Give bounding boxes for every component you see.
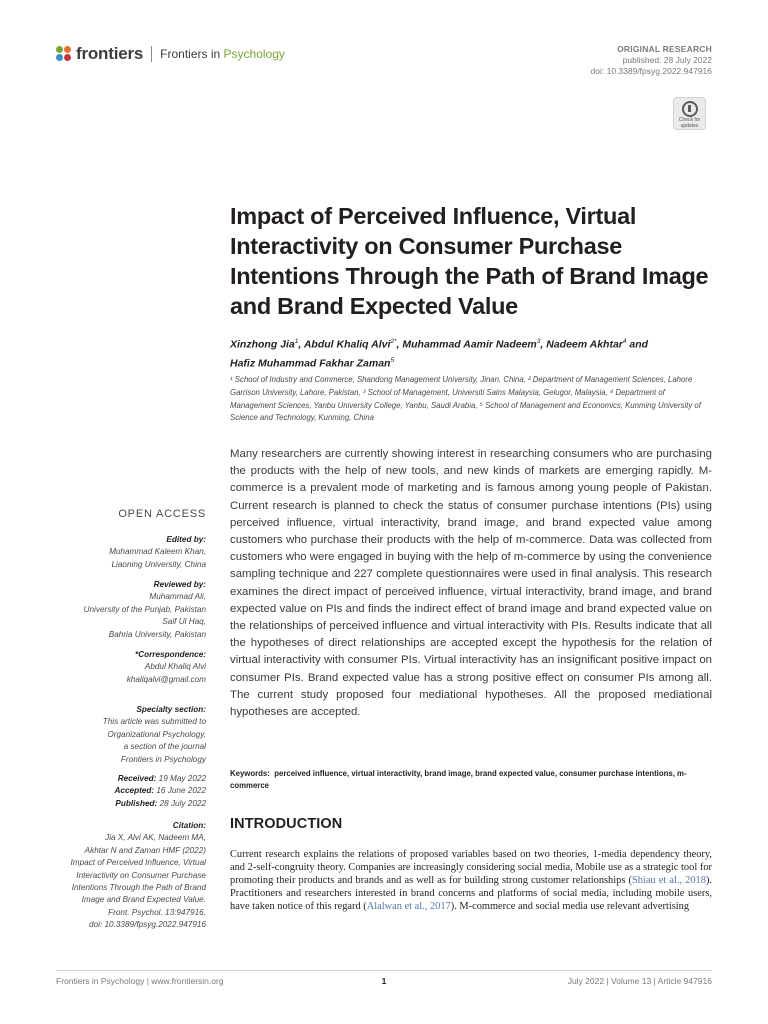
- article-type: ORIGINAL RESEARCH: [617, 44, 712, 54]
- author-name[interactable]: Abdul Khaliq Alvi: [303, 338, 391, 351]
- logo-divider: [151, 46, 152, 62]
- dates-block: Received: 19 May 2022 Accepted: 16 June 2022 Published: 28 July 2022: [114, 774, 206, 808]
- footer-journal[interactable]: Frontiers in Psychology | www.frontiersin.org: [56, 976, 224, 986]
- reviewed-by-block: Reviewed by: Muhammad Ali, University of the Punjab, Pakistan Saif Ul Haq, Bahria University, Pakistan: [83, 580, 206, 639]
- page-footer: [56, 970, 712, 988]
- affiliations: ¹ School of Industry and Commerce, Shandong Management University, Jinan, China, ² Department of Management Sciences, Lahore Garrison University, Lahore, Pakistan, ³ School of Management, Universiti Sains Malaysia, Gelugor, Malaysia, ⁴ Department of Management Sciences, Yanbu University College, Yanbu, Saudi Arabia, ⁵ School of Management and Economics, Kunming University of Science and Technology, Kunming, China: [230, 375, 701, 423]
- specialty-section-block: Specialty section: This article was submitted to Organizational Psychology, a section of the journal Frontiers in Psychology: [102, 705, 206, 764]
- citation-link[interactable]: Alalwan et al., 2017: [366, 901, 451, 912]
- author-name[interactable]: Muhammad Aamir Nadeem: [402, 338, 537, 351]
- citation-link[interactable]: Shiau et al., 2018: [631, 875, 706, 886]
- footer-issue: July 2022 | Volume 13 | Article 947916: [567, 976, 712, 986]
- page-header: [56, 44, 712, 84]
- abstract: Many researchers are currently showing interest in researching consumers who are purchasing the products with the help of new tools, and new kinds of markets are emerging rapidly. M-commerce is a prevalent mode of marketing and is famous among young people of Pakistan. Current research is planned to check the status of consumer purchase intentions (PIs) using perceived influence, virtual interactivity, brand image, and brand expected value among customers who purchase their products with the help of m-commerce. Data was collected from customers who were engaged in buying with the help of m-commerce by using the convenience sampling technique and 227 complete questionnaires were used in final analysis. This research examines the direct impact of perceived influence, virtual interactivity, brand image, and brand expected value on PIs and finds the indirect effect of brand image and brand expected value on the relationships of perceived influence and virtual interactivity with PIs. Results indicate that all the hypotheses of direct relationships are accepted except the hypothesis for the relation of virtual interactivity with consumer PIs. Virtual interactivity has an insignificant positive impact on consumer PIs. Brand expected value has a strong positive effect on consumer PIs among all. The current study proposed four mediational hypotheses. All the proposed mediational hypotheses are accepted.: [230, 448, 712, 719]
- citation-block: Citation: Jia X, Alvi AK, Nadeem MA, Akhtar N and Zaman HMF (2022) Impact of Perceived Influence, Virtual Interactivity on Consumer Purchase Intentions Through the Path of Brand Image and Brand Expected Value. Front. Psychol. 13:947916. doi: 10.3389/fpsyg.2022.947916: [60, 820, 206, 932]
- frontiers-logo[interactable]: [56, 44, 285, 64]
- keywords-list: perceived influence, virtual interactivity, brand image, brand expected value, consumer purchase intentions, m-commerce: [230, 769, 687, 790]
- edited-by-block: Edited by: Muhammad Kaleem Khan, Liaoning University, China: [109, 535, 206, 569]
- bookmark-icon: [682, 101, 698, 117]
- section-heading-introduction: INTRODUCTION: [230, 816, 343, 832]
- keywords: [230, 768, 712, 792]
- check-for-updates-badge[interactable]: Check for updates: [673, 97, 706, 130]
- author-name[interactable]: Xinzhong Jia: [230, 338, 295, 351]
- logo-wordmark: frontiers: [76, 44, 144, 63]
- article-title: Impact of Perceived Influence, Virtual Interactivity on Consumer Purchase Intentions Through the Path of Brand Image and Brand Expected Value: [230, 203, 709, 319]
- correspondence-block: *Correspondence: Abdul Khaliq Alvi khaliqalvi@gmail.com: [60, 649, 206, 686]
- author-name[interactable]: Hafiz Muhammad Fakhar Zaman: [230, 357, 391, 369]
- published-date: published: 28 July 2022: [622, 55, 712, 65]
- author-name[interactable]: Nadeem Akhtar: [546, 338, 623, 351]
- open-access-label: OPEN ACCESS: [118, 508, 206, 520]
- journal-name: Frontiers in Psychology: [160, 47, 285, 61]
- correspondence-email[interactable]: khaliqalvi@gmail.com: [126, 674, 206, 684]
- page-number: 1: [381, 976, 387, 986]
- frontiers-logo-icon: [56, 46, 72, 62]
- keywords-label: Keywords:: [230, 769, 270, 778]
- introduction-text: Current research explains the relations of proposed variables based on two theories, 1-media dependency theory, and 2-self-congruity theory. Companies are increasingly considering social media, Mobile use as a strategic tool for promoting their products and brands and as well as for building strong customer relationships (Shiau et al., 2018). Practitioners and researchers interested in brand concerns and platforms of social media, including mobile users, have taken notice of this regard (Alalwan et al., 2017). M-commerce and social media use relevant advertising: [230, 849, 712, 912]
- article-doi[interactable]: doi: 10.3389/fpsyg.2022.947916: [590, 66, 712, 76]
- article-meta: [591, 44, 712, 77]
- author-list: Xinzhong Jia$^1$, Abdul Khaliq Alvi$^{2*}$, Muhammad Aamir Nadeem$^3$, Nadeem Akhtar$^4$ and Hafiz Muhammad Fakhar Zaman$^5$: [230, 338, 649, 369]
- citation-doi[interactable]: doi: 10.3389/fpsyg.2022.947916: [89, 920, 206, 930]
